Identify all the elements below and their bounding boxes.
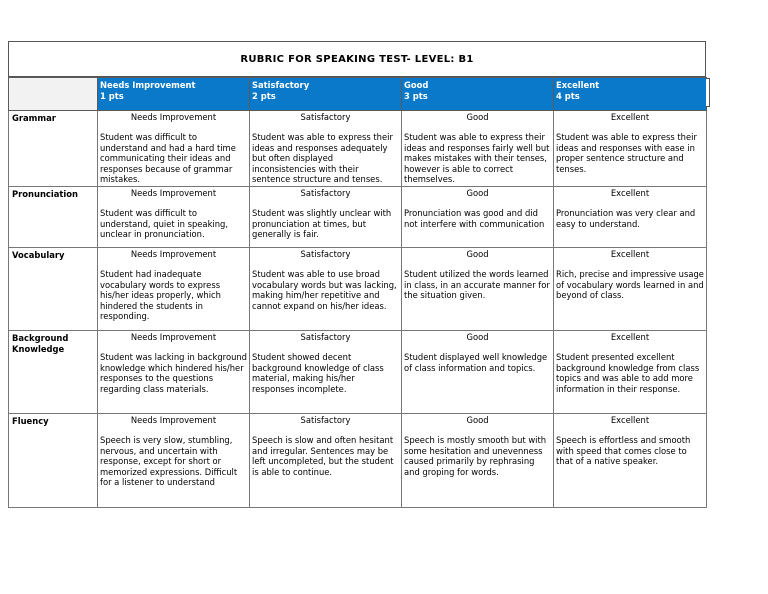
level-label: Excellent: [610, 187, 650, 198]
criterion-cell: Vocabulary: [9, 247, 98, 330]
level-label: Satisfactory: [300, 331, 351, 342]
rubric-cell: [554, 413, 707, 507]
level-label: Satisfactory: [300, 414, 351, 425]
level-label: Satisfactory: [300, 112, 351, 122]
level-label: Good: [466, 414, 489, 425]
cell-description: Rich, precise and impressive usage of vocabulary words learned in and beyond of class.: [556, 268, 704, 301]
criterion-cell: Grammar: [9, 111, 98, 187]
level-label: Needs Improvement: [130, 112, 217, 122]
rubric-cell: [98, 413, 250, 507]
row-fluency: [9, 413, 707, 507]
cell-description: Student was difficult to understand, quiet in speaking, unclear in pronunciation.: [100, 207, 229, 240]
rubric-cell: [250, 186, 402, 247]
level-label: Excellent: [610, 112, 650, 122]
cell-description: Student was able to express their ideas and responses adequately but often displayed inconsistencies with their sentence structure and tenses.: [252, 132, 393, 185]
header-edge-cell: [706, 78, 710, 107]
rubric-cell: [554, 247, 707, 330]
rubric-cell: [250, 413, 402, 507]
rubric-cell: [402, 330, 554, 413]
cell-description: Speech is mostly smooth but with some hesitation and unevenness caused primarily by rephrasing and groping for words.: [404, 434, 547, 477]
level-label: Good: [466, 187, 489, 198]
level-label: Satisfactory: [300, 248, 351, 259]
rubric-cell: [98, 111, 250, 187]
level-label: Excellent: [610, 248, 650, 259]
cell-description: Student was able to express their ideas and responses fairly well but makes mistakes with their tenses, however is able to correct themselves.: [404, 132, 550, 185]
cell-description: Speech is effortless and smooth with speed that comes close to that of a native speaker.: [556, 434, 691, 467]
cell-description: Student displayed well knowledge of class information and topics.: [404, 351, 548, 373]
rubric-cell: [98, 247, 250, 330]
cell-description: Student utilized the words learned in class, in an accurate manner for the situation given.: [404, 268, 550, 301]
row-vocabulary: [9, 247, 707, 330]
cell-description: Student was lacking in background knowledge which hindered his/her responses to the questions regarding class materials.: [100, 351, 247, 394]
criterion-cell: Fluency: [9, 413, 98, 507]
level-label: Good: [466, 248, 489, 259]
header-good: Good 3 pts: [402, 78, 554, 111]
header-needs-improvement: Needs Improvement 1 pts: [98, 78, 250, 111]
header-satisfactory: Satisfactory 2 pts: [250, 78, 402, 111]
rubric: [8, 41, 706, 508]
rubric-cell: [402, 413, 554, 507]
header-excellent: Excellent 4 pts: [554, 78, 707, 111]
row-pronunciation: [9, 186, 707, 247]
criterion-cell: Pronunciation: [9, 186, 98, 247]
header-corner: [9, 78, 98, 111]
rubric-cell: [402, 186, 554, 247]
level-label: Needs Improvement: [130, 248, 217, 259]
rubric-cell: [98, 330, 250, 413]
cell-description: Pronunciation was very clear and easy to understand.: [556, 207, 696, 229]
rubric-cell: [402, 111, 554, 187]
cell-description: Student was able to express their ideas and responses with ease in proper sentence structure and tenses.: [556, 132, 697, 174]
level-label: Good: [466, 112, 489, 122]
level-label: Excellent: [610, 331, 650, 342]
rubric-cell: [250, 111, 402, 187]
row-grammar: [9, 111, 707, 187]
cell-description: Student was difficult to understand and had a hard time communicating their ideas and responses because of grammar mistakes.: [100, 132, 236, 185]
level-label: Needs Improvement: [130, 187, 217, 198]
header-row: [9, 78, 707, 111]
level-label: Excellent: [610, 414, 650, 425]
cell-description: Speech is slow and often hesitant and irregular. Sentences may be left uncompleted, but the student is able to continue.: [252, 434, 394, 477]
row-background-knowledge: [9, 330, 707, 413]
rubric-title: RUBRIC FOR SPEAKING TEST- LEVEL: B1: [8, 41, 706, 77]
rubric-cell: [402, 247, 554, 330]
cell-description: Student was slightly unclear with pronunciation at times, but generally is fair.: [252, 207, 392, 240]
level-label: Good: [466, 331, 489, 342]
rubric-cell: [554, 330, 707, 413]
rubric-cell: [554, 111, 707, 187]
criterion-cell: Background Knowledge: [9, 330, 98, 413]
rubric-cell: [554, 186, 707, 247]
cell-description: Student showed decent background knowledge of class material, making his/her responses incomplete.: [252, 351, 384, 394]
cell-description: Student was able to use broad vocabulary words but was lacking, making him/her repetitive and cannot expand on his/her ideas.: [252, 268, 397, 311]
cell-description: Pronunciation was good and did not interfere with communication: [404, 207, 545, 229]
rubric-cell: [98, 186, 250, 247]
cell-description: Student had inadequate vocabulary words to express his/her ideas properly, which hindered the students in responding.: [100, 268, 221, 322]
cell-description: Student presented excellent background knowledge from class topics and was able to add more information in their response.: [556, 351, 700, 394]
level-label: Needs Improvement: [130, 414, 217, 425]
rubric-cell: [250, 330, 402, 413]
rubric-table: [8, 77, 707, 508]
cell-description: Speech is very slow, stumbling, nervous, and uncertain with response, except for short or memorized expressions. Difficult for a listener to understand: [100, 434, 238, 488]
level-label: Needs Improvement: [130, 331, 217, 342]
level-label: Satisfactory: [300, 187, 351, 198]
rubric-cell: [250, 247, 402, 330]
